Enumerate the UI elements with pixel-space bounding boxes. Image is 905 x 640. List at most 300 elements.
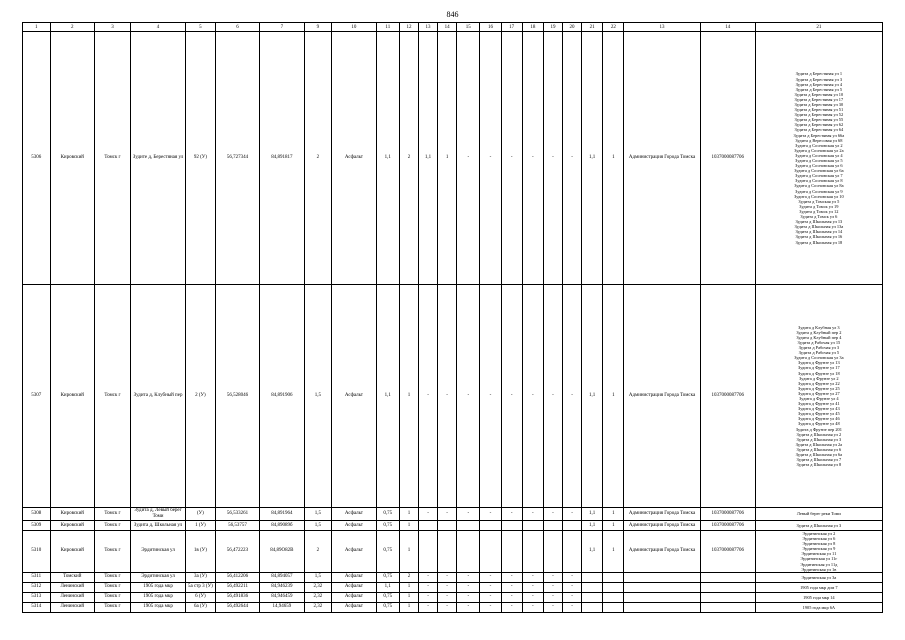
address-line: Зудита д Берестяная ул 17 bbox=[794, 96, 844, 102]
city: Томск г bbox=[95, 592, 131, 602]
value-19: - bbox=[543, 602, 562, 612]
address-list bbox=[755, 32, 882, 285]
longitude: 14,94659 bbox=[260, 602, 304, 612]
city: Томск г bbox=[95, 602, 131, 612]
value-15 bbox=[457, 521, 480, 531]
inn: 1037000087706 bbox=[700, 521, 755, 531]
value-19: - bbox=[543, 285, 562, 508]
registry-table bbox=[22, 22, 883, 613]
value-17: - bbox=[501, 592, 522, 602]
value-15: - bbox=[457, 602, 480, 612]
value-14: - bbox=[438, 582, 457, 592]
value-14: - bbox=[438, 285, 457, 508]
address-line: Зудита д Берестяная ул 55 bbox=[794, 117, 844, 123]
col-num: 5 bbox=[186, 23, 216, 32]
value-21 bbox=[582, 582, 603, 592]
value-13: - bbox=[419, 602, 438, 612]
value-20: - bbox=[563, 572, 582, 582]
address-line: Зудита д Клубный пер 2 bbox=[796, 329, 842, 335]
table-row bbox=[23, 285, 883, 508]
address-line: Зудита д Сосновская ул 7 bbox=[795, 173, 843, 179]
address-line: Зудита д Клубный пер 4 bbox=[796, 334, 842, 340]
city: Томск г bbox=[95, 521, 131, 531]
column-number-row bbox=[23, 23, 883, 32]
address-line: Зудита д Берестяная ул 52 bbox=[794, 112, 844, 118]
value-21 bbox=[582, 572, 603, 582]
address-line: Зудита д Томск ул 12 bbox=[799, 208, 839, 214]
address-line: Зудита д Фрунзе ул 25 bbox=[798, 385, 840, 391]
value-9: 1,5 bbox=[304, 508, 332, 521]
value-18 bbox=[522, 531, 543, 573]
value-22: 1 bbox=[603, 521, 624, 531]
address-line: Зудита д Рабочая ул 3 bbox=[798, 345, 840, 351]
address-line: Зудита д Сосновская ул 6 bbox=[795, 163, 843, 169]
value-19: - bbox=[543, 508, 562, 521]
city: Томск г bbox=[95, 32, 131, 285]
address-line: Зудита д Фрунзе ул 27 bbox=[798, 390, 840, 396]
value-22: 1 bbox=[603, 508, 624, 521]
col-num: 15 bbox=[457, 23, 480, 32]
row-number: 5310 bbox=[23, 531, 51, 573]
value-17: - bbox=[501, 582, 522, 592]
value-15: - bbox=[457, 572, 480, 582]
value-21 bbox=[582, 602, 603, 612]
address-line: Зудита д Сосновская ул 8а bbox=[794, 183, 844, 189]
value-13: - bbox=[419, 582, 438, 592]
col-num: 20 bbox=[563, 23, 582, 32]
value-20 bbox=[563, 531, 582, 573]
address-line: Зудита д Клубная ул 3 bbox=[798, 324, 840, 330]
col-num: 17 bbox=[501, 23, 522, 32]
table-row bbox=[23, 32, 883, 285]
value-21: 1,1 bbox=[582, 32, 603, 285]
address-line: Зудита д Сосновская ул 2а bbox=[794, 147, 844, 153]
value-13: - bbox=[419, 592, 438, 602]
value-21: 1,1 bbox=[582, 521, 603, 531]
col-num: 18 bbox=[522, 23, 543, 32]
latitude: 56,412206 bbox=[215, 572, 259, 582]
district: Кировский bbox=[50, 508, 94, 521]
address-line: Зудита д Школьная ул 18 bbox=[795, 239, 843, 245]
latitude: 56,47222З bbox=[215, 531, 259, 573]
latitude: 56,491836 bbox=[215, 592, 259, 602]
col-num: 14 bbox=[700, 23, 755, 32]
value-18: - bbox=[522, 572, 543, 582]
page-number: 846 bbox=[446, 10, 459, 19]
address-line: Эрдитинская ул 2 bbox=[802, 531, 836, 536]
table-row bbox=[23, 582, 883, 592]
col-num: 22 bbox=[603, 23, 624, 32]
street: 1905 года мкр bbox=[131, 592, 186, 602]
address-line: Зудита д Школьная ул 7 bbox=[796, 457, 842, 463]
address-line: Зудита д Школьная ул 3 bbox=[796, 522, 842, 528]
address-line: 1905 года мкр дом 7 bbox=[800, 584, 838, 590]
value-20: - bbox=[563, 508, 582, 521]
address-line: Зудита д Фрунзе ул 17 bbox=[798, 365, 840, 371]
value-13 bbox=[419, 521, 438, 531]
value-11: 1,1 bbox=[376, 582, 399, 592]
longitude: 84,891964 bbox=[260, 508, 304, 521]
row-number: 5308 bbox=[23, 508, 51, 521]
owner bbox=[624, 582, 700, 592]
value-19: - bbox=[543, 32, 562, 285]
value-16 bbox=[480, 521, 501, 531]
address-line: Зудита д Школьная ул 6а bbox=[795, 452, 843, 458]
value-9: 2,32 bbox=[304, 592, 332, 602]
value-14: - bbox=[438, 508, 457, 521]
inn: 1037000087706 bbox=[700, 531, 755, 573]
value-20 bbox=[563, 521, 582, 531]
value-22 bbox=[603, 592, 624, 602]
value-11: 0,75 bbox=[376, 521, 399, 531]
address-line: Зудита д Берестяная ул 30 bbox=[794, 101, 844, 107]
table-row bbox=[23, 521, 883, 531]
value-12: 1 bbox=[399, 521, 418, 531]
surface: Асфальт bbox=[332, 285, 376, 508]
registry-table-body bbox=[23, 23, 883, 613]
value-12: 1 bbox=[399, 602, 418, 612]
value-22 bbox=[603, 602, 624, 612]
value-22: 1 bbox=[603, 285, 624, 508]
inn bbox=[700, 582, 755, 592]
surface: Асфальт bbox=[332, 508, 376, 521]
latitude: 56,533261 bbox=[215, 508, 259, 521]
value-14: - bbox=[438, 572, 457, 582]
address-line: Зудита д Школьная ул 3 bbox=[796, 436, 842, 442]
district: Томский bbox=[50, 572, 94, 582]
value-14: - bbox=[438, 592, 457, 602]
latitude: 56,53757 bbox=[215, 521, 259, 531]
latitude: 56,727344 bbox=[215, 32, 259, 285]
address-line: Зудита д Фрунзе ул 4 bbox=[799, 396, 839, 401]
address-line: Зудита д Фрунзе ул 43 bbox=[798, 406, 840, 412]
address-list bbox=[755, 582, 882, 592]
surface: Асфальт bbox=[332, 592, 376, 602]
address-line: Зудита д Школьная ул 16 bbox=[795, 234, 843, 240]
house: 92 (У) bbox=[186, 32, 216, 285]
value-9: 2,32 bbox=[304, 602, 332, 612]
value-17: - bbox=[501, 572, 522, 582]
address-line: Зудита д Школьная ул 13а bbox=[794, 224, 844, 230]
street: Зудита д, Левый берег Томи bbox=[131, 508, 186, 521]
value-16: - bbox=[480, 602, 501, 612]
value-17: - bbox=[501, 32, 522, 285]
address-line: Зудита д Томская ул 5 bbox=[798, 198, 840, 204]
address-line: Зудита д Фрунзе ул 22 bbox=[798, 380, 840, 386]
value-15: - bbox=[457, 592, 480, 602]
address-list bbox=[755, 508, 882, 521]
value-21 bbox=[582, 592, 603, 602]
value-19: - bbox=[543, 572, 562, 582]
surface: Асфальт bbox=[332, 32, 376, 285]
address-line: Зудита д Фрунзе ул 46 bbox=[798, 416, 840, 422]
table-row bbox=[23, 508, 883, 521]
col-num: 9 bbox=[304, 23, 332, 32]
district: Кировский bbox=[50, 285, 94, 508]
address-line: Эрдитинская ул 9 bbox=[802, 546, 836, 552]
value-21: 1,1 bbox=[582, 285, 603, 508]
district: Ленинский bbox=[50, 592, 94, 602]
address-list bbox=[755, 572, 882, 582]
address-line: Зудита д Сосновская ул 9 bbox=[795, 188, 843, 194]
longitude: 84,891906 bbox=[260, 285, 304, 508]
value-20: - bbox=[563, 592, 582, 602]
address-list bbox=[755, 285, 882, 508]
address-line: Эрдитинская ул 11 bbox=[801, 551, 837, 557]
address-list bbox=[755, 521, 882, 531]
latitude: 56,492644 bbox=[215, 602, 259, 612]
address-line: 1905 года мкр 14 bbox=[803, 594, 835, 600]
value-9: 1,5 bbox=[304, 572, 332, 582]
value-16: - bbox=[480, 285, 501, 508]
value-11: 0,75 bbox=[376, 572, 399, 582]
col-num: 13 bbox=[624, 23, 700, 32]
value-14: - bbox=[438, 602, 457, 612]
address-line: Зудита д Сосновская ул 5 bbox=[795, 158, 843, 163]
col-num: 1 bbox=[23, 23, 51, 32]
address-line: Зудита д Берестяная ул 64 bbox=[794, 127, 844, 133]
value-13: 1,1 bbox=[419, 32, 438, 285]
table-row bbox=[23, 572, 883, 582]
value-12: 1 bbox=[399, 531, 418, 573]
value-18: - bbox=[522, 32, 543, 285]
longitude: 84,89089б bbox=[260, 521, 304, 531]
value-11: 0,75 bbox=[376, 602, 399, 612]
row-number: 5309 bbox=[23, 521, 51, 531]
value-18 bbox=[522, 521, 543, 531]
value-19: - bbox=[543, 582, 562, 592]
value-20: - bbox=[563, 602, 582, 612]
value-18: - bbox=[522, 582, 543, 592]
col-num: 11 bbox=[376, 23, 399, 32]
address-line: Эрдитинская ул 1в bbox=[801, 566, 837, 572]
value-9: 1,5 bbox=[304, 521, 332, 531]
value-17: - bbox=[501, 602, 522, 612]
row-number: 5314 bbox=[23, 602, 51, 612]
value-12: 1 bbox=[399, 582, 418, 592]
value-18: - bbox=[522, 602, 543, 612]
value-12: 1 bbox=[399, 592, 418, 602]
street: Эрдитинская ул bbox=[131, 572, 186, 582]
value-20: - bbox=[563, 582, 582, 592]
value-9: 1,5 bbox=[304, 285, 332, 508]
address-list bbox=[755, 602, 882, 612]
value-11: 0,75 bbox=[376, 592, 399, 602]
row-number: 5312 bbox=[23, 582, 51, 592]
district: Ленинский bbox=[50, 582, 94, 592]
value-12: 1 bbox=[399, 508, 418, 521]
house: 1 (У) bbox=[186, 521, 216, 531]
value-19: - bbox=[543, 592, 562, 602]
row-number: 5313 bbox=[23, 592, 51, 602]
value-11: 0,75 bbox=[376, 508, 399, 521]
address-line: Зудита д Берестяная ул 3 bbox=[795, 76, 843, 82]
value-16: - bbox=[480, 32, 501, 285]
address-list bbox=[755, 592, 882, 602]
address-line: Зудита д Фрунзе ул 2 bbox=[799, 375, 839, 381]
col-num: 3 bbox=[95, 23, 131, 32]
value-15: - bbox=[457, 508, 480, 521]
house: 6а (У) bbox=[186, 602, 216, 612]
address-line: Зудита д Берестяная ул 62 bbox=[794, 122, 844, 128]
value-16 bbox=[480, 531, 501, 573]
address-line: Зудита д Фрунзе ул 41 bbox=[798, 401, 840, 407]
address-line: Левый берег реки Томи bbox=[796, 511, 841, 517]
address-line: Зудита д Школьная ул 13 bbox=[795, 219, 843, 225]
latitude: 56,528046 bbox=[215, 285, 259, 508]
owner bbox=[624, 592, 700, 602]
district: Ленинский bbox=[50, 602, 94, 612]
value-15: - bbox=[457, 285, 480, 508]
col-num: 21 bbox=[582, 23, 603, 32]
address-line: Эрдитинская ул 11д bbox=[800, 561, 838, 567]
house: (У) bbox=[186, 508, 216, 521]
value-11: 1,1 bbox=[376, 32, 399, 285]
value-22 bbox=[603, 582, 624, 592]
value-13 bbox=[419, 531, 438, 573]
address-line: Зудита д Фрунзе ул 45 bbox=[798, 411, 840, 417]
address-line: Эрдитинская ул 3а bbox=[801, 574, 837, 580]
col-num: 14 bbox=[438, 23, 457, 32]
row-number: 5311 bbox=[23, 572, 51, 582]
address-line: Зудита д Фрунзе пер 201 bbox=[795, 426, 842, 432]
value-20: - bbox=[563, 285, 582, 508]
address-line: Зудита д Сосновская ул 4 bbox=[795, 152, 843, 158]
col-num: 4 bbox=[131, 23, 186, 32]
address-line: Эрдитинская ул 11г bbox=[800, 556, 838, 562]
value-19 bbox=[543, 521, 562, 531]
value-13: - bbox=[419, 572, 438, 582]
street: Зудита д, Клубный пер bbox=[131, 285, 186, 508]
address-line: Зудита д Рабочая ул 5 bbox=[798, 350, 840, 356]
owner bbox=[624, 602, 700, 612]
value-18: - bbox=[522, 285, 543, 508]
value-9: 2 bbox=[304, 32, 332, 285]
value-14: 1 bbox=[438, 32, 457, 285]
value-22: 1 bbox=[603, 531, 624, 573]
district: Кировский bbox=[50, 521, 94, 531]
owner: Администрация Города Томска bbox=[624, 521, 700, 531]
street: Эрдитинская ул bbox=[131, 531, 186, 573]
address-line: Эрдитинская ул 6 bbox=[802, 536, 836, 542]
owner: Администрация Города Томска bbox=[624, 531, 700, 573]
value-18: - bbox=[522, 508, 543, 521]
address-line: Зудита д Школьная ул 14 bbox=[795, 229, 843, 235]
address-line: Зудита д Берестяная ул 66а bbox=[793, 132, 845, 138]
value-13: - bbox=[419, 508, 438, 521]
value-13: - bbox=[419, 285, 438, 508]
value-14 bbox=[438, 531, 457, 573]
value-19 bbox=[543, 531, 562, 573]
value-22 bbox=[603, 572, 624, 582]
address-line: Зудита д Сосновская ул 10 bbox=[794, 193, 844, 199]
inn: 1037000087706 bbox=[700, 32, 755, 285]
owner bbox=[624, 572, 700, 582]
value-11: 0,75 bbox=[376, 531, 399, 573]
owner: Администрация Города Томска bbox=[624, 32, 700, 285]
address-line: Эрдитинская ул 8 bbox=[802, 541, 836, 547]
district: Кировский bbox=[50, 531, 94, 573]
inn bbox=[700, 592, 755, 602]
table-row bbox=[23, 531, 883, 573]
value-16: - bbox=[480, 572, 501, 582]
surface: Асфальт bbox=[332, 531, 376, 573]
longitude: 84,946459 bbox=[260, 592, 304, 602]
house: 3а (У) bbox=[186, 572, 216, 582]
address-line: Зудита д Берестяная ул 5 bbox=[795, 86, 843, 92]
address-line: Зудита д Берестяная ул 10 bbox=[794, 91, 844, 97]
inn: 1037000087706 bbox=[700, 285, 755, 508]
address-line: Зудита д Берестяная ул 1 bbox=[795, 71, 843, 77]
address-line: Зудита д Фрунзе ул 48 bbox=[798, 421, 840, 427]
address-line: Зудита д Томск ул 6 bbox=[800, 214, 838, 220]
longitude: 84,946239 bbox=[260, 582, 304, 592]
col-num: 6 bbox=[215, 23, 259, 32]
longitude: 84,89О82В bbox=[260, 531, 304, 573]
value-16: - bbox=[480, 582, 501, 592]
street: Зудите д, Берестяная ул bbox=[131, 32, 186, 285]
surface: Асфальт bbox=[332, 521, 376, 531]
col-num: 10 bbox=[332, 23, 376, 32]
address-line: Зудита д Томск ул 19 bbox=[799, 203, 839, 209]
value-20: - bbox=[563, 32, 582, 285]
value-11: 1,1 bbox=[376, 285, 399, 508]
col-num: 19 bbox=[543, 23, 562, 32]
address-line: Зудита д Школьная ул 2 bbox=[796, 431, 842, 437]
house: 2 (У) bbox=[186, 285, 216, 508]
address-list bbox=[755, 531, 882, 573]
city: Томск г bbox=[95, 572, 131, 582]
value-21: 1,1 bbox=[582, 531, 603, 573]
surface: Асфальт bbox=[332, 572, 376, 582]
owner: Администрация Города Томска bbox=[624, 508, 700, 521]
latitude: 56,492211 bbox=[215, 582, 259, 592]
value-17 bbox=[501, 531, 522, 573]
row-number: 5307 bbox=[23, 285, 51, 508]
address-line: Зудита д Сосновская ул 3а bbox=[794, 355, 844, 361]
district: Кировский bbox=[50, 32, 94, 285]
value-15: - bbox=[457, 582, 480, 592]
city: Томск г bbox=[95, 285, 131, 508]
longitude: 84,891817 bbox=[260, 32, 304, 285]
address-line: Зудита д Школьная ул 6 bbox=[796, 446, 842, 452]
address-line: Зудита д Рабочая ул 15 bbox=[797, 339, 841, 345]
address-line: Зудита д Сосновская ул 8 bbox=[795, 178, 843, 184]
col-num: 2 bbox=[50, 23, 94, 32]
value-14 bbox=[438, 521, 457, 531]
value-12: 1 bbox=[399, 285, 418, 508]
address-line: Зудита д Сосновская ул 2 bbox=[795, 142, 843, 148]
value-17 bbox=[501, 521, 522, 531]
col-num: 16 bbox=[480, 23, 501, 32]
address-line: Зудита д Фрунзе ул 18 bbox=[798, 370, 840, 376]
value-17: - bbox=[501, 285, 522, 508]
value-17: - bbox=[501, 508, 522, 521]
value-9: 2,32 bbox=[304, 582, 332, 592]
col-num: 7 bbox=[260, 23, 304, 32]
value-18: - bbox=[522, 592, 543, 602]
value-22: 1 bbox=[603, 32, 624, 285]
value-16: - bbox=[480, 508, 501, 521]
col-num: 13 bbox=[419, 23, 438, 32]
value-16: - bbox=[480, 592, 501, 602]
address-line: Зудита д Школьная ул 2а bbox=[795, 441, 843, 447]
value-21: 1,1 bbox=[582, 508, 603, 521]
surface: Асфальт bbox=[332, 602, 376, 612]
value-12: 2 bbox=[399, 572, 418, 582]
table-row bbox=[23, 602, 883, 612]
address-line: Зудита д Фрунзе ул 13 bbox=[798, 360, 840, 366]
